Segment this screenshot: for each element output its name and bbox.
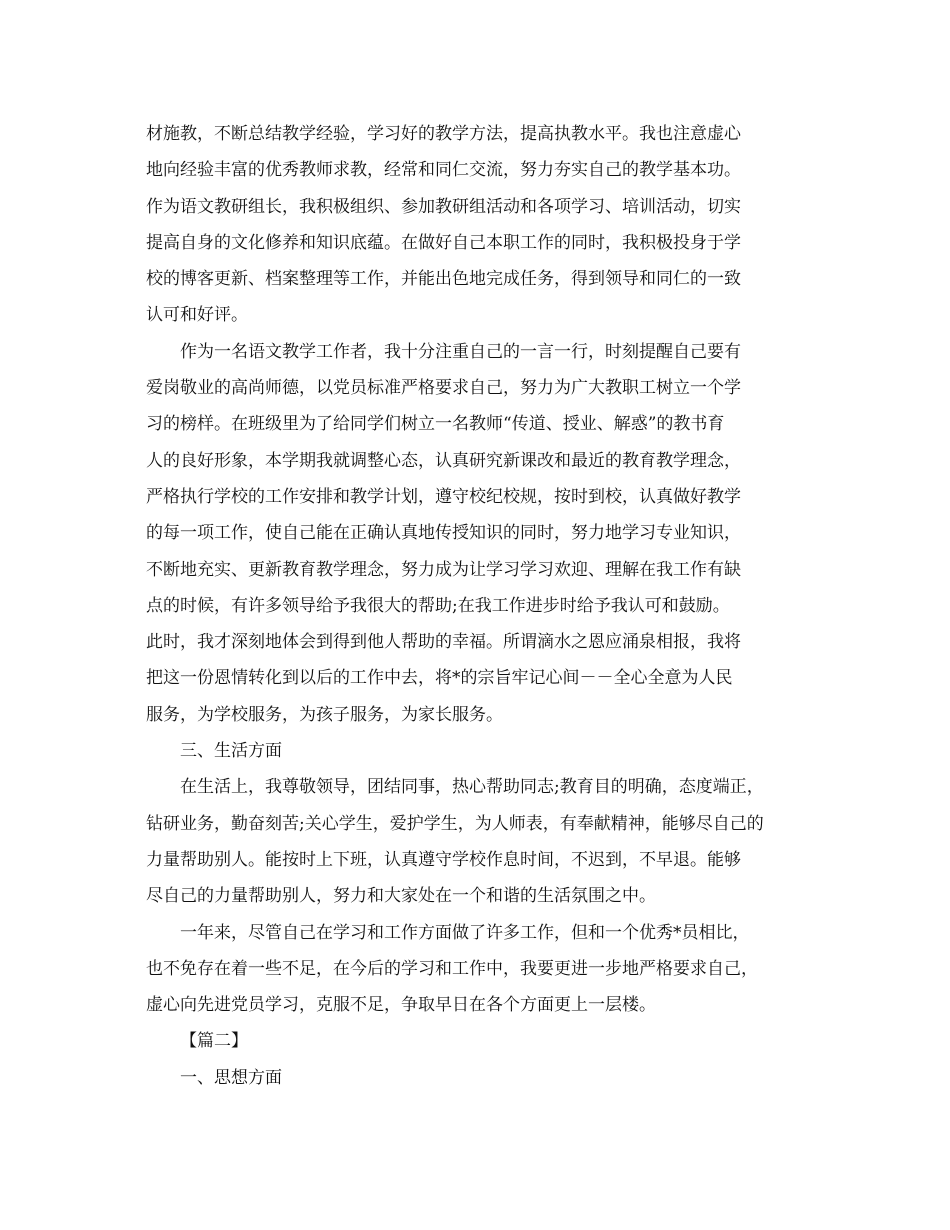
text-line: 材施教，不断总结教学经验，学习好的教学方法，提高执教水平。我也注意虚心 [146,124,741,144]
text-line: 三、生活方面 [180,741,282,762]
text-line: 爱岗敬业的高尚师德，以党员标准严格要求自己，努力为广大教职工树立一个学 [146,378,741,399]
text-line: 服务，为学校服务，为孩子服务，为家长服务。 [146,704,503,725]
text-line: 的每一项工作，使自己能在正确认真地传授知识的同时，努力地学习专业知识， [146,523,741,544]
text-line: 也不免存在着一些不足，在今后的学习和工作中，我要更进一步地严格要求自己， [146,958,758,979]
text-line: 校的博客更新、档案整理等工作，并能出色地完成任务，得到领导和同仁的一致 [146,269,741,290]
text-line: 不断地充实、更新教育教学理念，努力成为让学习学习欢迎、理解在我工作有缺 [146,559,741,580]
text-line: 力量帮助别人。能按时上下班，认真遵守学校作息时间，不迟到，不早退。能够 [146,849,741,870]
text-line: 严格执行学校的工作安排和教学计划，遵守校纪校规，按时到校，认真做好教学 [146,486,741,507]
text-line: 在生活上，我尊敬领导，团结同事，热心帮助同志;教育目的明确，态度端正， [180,777,764,798]
text-line: 习的榜样。在班级里为了给同学们树立一名教师“传道、授业、解惑”的教书育 [146,414,725,435]
text-line: 【篇二】 [180,1031,248,1052]
text-line: 虚心向先进党员学习，克服不足，争取早日在各个方面更上一层楼。 [146,995,656,1016]
text-line: 地向经验丰富的优秀教师求教，经常和同仁交流，努力夯实自己的教学基本功。 [146,160,741,181]
text-line: 作为一名语文教学工作者，我十分注重自己的一言一行，时刻提醒自己要有 [180,341,741,362]
text-line: 钻研业务，勤奋刻苦;关心学生，爱护学生，为人师表，有奉献精神，能够尽自己的 [146,813,764,834]
text-line: 作为语文教研组长，我积极组织、参加教研组活动和各项学习、培训活动，切实 [146,196,741,217]
text-line: 一、思想方面 [180,1067,282,1088]
text-line: 尽自己的力量帮助别人，努力和大家处在一个和谐的生活氛围之中。 [146,886,656,907]
document-body [146,116,814,1096]
text-line: 一年来，尽管自己在学习和工作方面做了许多工作，但和一个优秀*员相比， [180,922,750,943]
text-line: 此时，我才深刻地体会到得到他人帮助的幸福。所谓滴水之恩应涌泉相报，我将 [146,632,741,653]
text-line: 把这一份恩情转化到以后的工作中去，将*的宗旨牢记心间－－全心全意为人民 [146,668,733,689]
text-line: 提高自身的文化修养和知识底蕴。在做好自己本职工作的同时，我积极投身于学 [146,232,741,253]
text-line: 点的时候，有许多领导给予我很大的帮助;在我工作进步时给予我认可和鼓励。 [146,595,730,616]
text-line: 人的良好形象，本学期我就调整心态，认真研究新课改和最近的教育教学理念， [146,450,741,471]
text-line: 认可和好评。 [146,305,248,326]
